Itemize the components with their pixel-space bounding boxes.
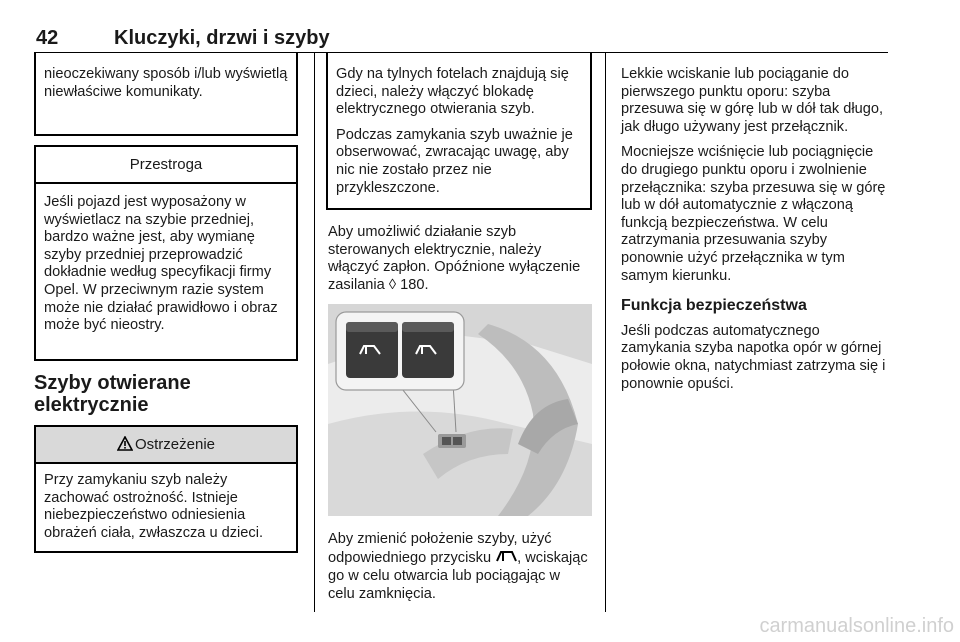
child-lock-paragraph-1: Gdy na tylnych fotelach znajdują się dzieci, należy włączyć blokadę elektrycznego otwierania szyb. [336,66,569,118]
page-header [36,27,888,51]
window-switch-icon [495,549,517,569]
warning-text: Przy zamykaniu szyb należy zachować ostrożność. Istnieje niebezpieczeństwo odniesienia obrażeń ciała, zwłaszcza u dzieci. [44,472,264,541]
window-switch-photo [328,304,592,516]
watermark: carmanualsonline.info [759,615,954,637]
warning-triangle-icon [117,429,133,464]
caution-text: Jeśli pojazd jest wyposażony w wyświetlacz na szybie przedniej, bardzo ważne jest, aby wymianę szyby przedniej przeprowadzić dokładnie według specyfikacji firmy Opel. W przeciwnym razie system może nie działać prawidłowo i obraz może być nieostry. [44,194,278,334]
column-divider-2 [605,52,606,612]
strong-press-paragraph: Mocniejsze wciśnięcie lub pociągnięcie do drugiego punktu oporu i zwolnienie przełącznika: szyba przesuwa się w górę lub w dół automatycznie z włączoną funkcją bezpieczeństwa. W celu zatrzymania przesuwania szyby ponownie użyć przełącznika w tym samym kierunku. [621,144,886,284]
column-divider-1 [314,52,315,612]
caution-title: Przestroga [36,147,296,184]
warning-box [34,425,298,553]
light-press-paragraph: Lekkie wciskanie lub pociąganie do pierwszego punktu oporu: szyba przesuwa się w górę lub w dół tak długo, jak długo używany jest przełącznik. [621,66,884,135]
safety-function-paragraph: Jeśli podczas automatycznego zamykania szyba napotka opór w górnej połowie okna, natychmiast zatrzyma się i ponownie opuści. [621,322,886,392]
change-text-before: Aby zmienić położenie szyby, użyć odpowiedniego przycisku [328,531,552,566]
safety-function-heading: Funkcja bezpieczeństwa [621,297,807,315]
ignition-paragraph [328,224,592,294]
page-ref-number: 180. [400,276,429,293]
continued-notice-box [34,52,298,136]
chapter-title: Kluczyki, drzwi i szyby [114,27,330,49]
change-text-after: , wciskając go w celu otwarcia lub pociągając w celu zamknięcia. [328,549,588,602]
warning-title: Ostrzeżenie [134,436,216,453]
warning-header [36,427,296,464]
child-lock-box [326,52,592,210]
section-heading: Szyby otwierane elektrycznie [34,372,191,416]
caution-box [34,145,298,361]
child-lock-paragraph-2: Podczas zamykania szyb uważnie je obserwować, zwracając uwagę, aby nic nie zostało przez nie przykleszczone. [336,126,573,196]
column-3 [621,66,889,401]
continued-text: nieoczekiwany sposób i/lub wyświetlą niewłaściwe komunikaty. [44,66,288,100]
ignition-text: Aby umożliwić działanie szyb sterowanych elektrycznie, należy włączyć zapłon. Opóźnione wyłączenie zasilania [328,224,581,293]
page-number: 42 [36,27,59,49]
page-ref-symbol: ◊ [388,276,397,293]
change-position-paragraph [328,531,590,603]
